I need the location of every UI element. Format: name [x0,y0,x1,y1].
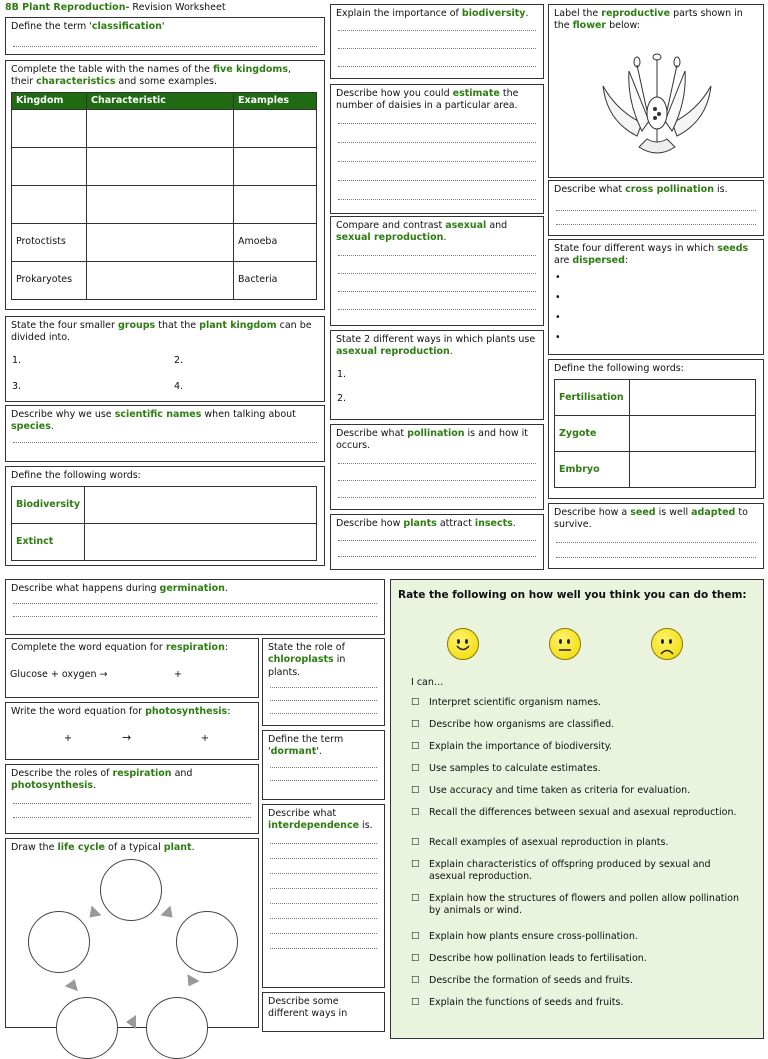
pollination-question: Describe what pollination is and how it occurs. [330,424,544,510]
checkbox-icon[interactable]: ☐ [411,763,420,774]
kingdoms-question: Complete the table with the names of the five kingdoms, their characteristics and some examples. Kingdom Characteristic Examples Protoctists Amoeba Prokaryotes Bacteria [5,60,325,310]
table-header: Characteristic [87,92,234,109]
checkbox-icon[interactable]: ☐ [411,697,420,708]
self-rating-panel [390,579,764,1039]
checkbox-icon[interactable]: ☐ [411,785,420,796]
rating-title: Rate the following on how well you think you can do them: [398,589,747,601]
checkbox-icon[interactable]: ☐ [411,975,420,986]
asexual-compare-question: Compare and contrast asexual and sexual reproduction. [330,216,544,326]
table-row: Extinct [12,524,317,561]
bullet: • [555,332,561,343]
checkbox-icon[interactable]: ☐ [411,893,420,904]
table-row: Biodiversity [12,487,317,524]
bullet: • [555,292,561,303]
scientific-names-question: Describe why we use scientific names when talking about species. [5,405,325,462]
cycle-arrow-icon [85,906,102,923]
cycle-circle[interactable] [100,859,162,921]
neutral-face-icon[interactable] [549,628,581,660]
checkbox-icon[interactable]: ☐ [411,719,420,730]
respiration-equation-question: Complete the word equation for respiration: Glucose + oxygen → + [5,638,259,698]
cycle-circle[interactable] [56,997,118,1059]
definitions-table [554,379,756,488]
answer-number: 2. [337,393,347,404]
cycle-arrow-icon [182,974,199,990]
can-do-text: Describe how organisms are classified. [429,719,615,730]
checkbox-icon[interactable]: ☐ [411,997,420,1008]
can-do-text: Explain the functions of seeds and fruits. [429,997,624,1008]
define-words-question-2: Define the following words: Fertilisation Zygote Embryo [548,359,764,499]
photosynthesis-equation-question: Write the word equation for photosynthesis: + → + [5,702,259,760]
can-do-text: Use accuracy and time taken as criteria for evaluation. [429,785,691,796]
definitions-table [11,486,317,561]
answer-number: 1. [337,369,347,380]
cycle-circle[interactable] [28,911,90,973]
ways-question: Describe some different ways in [262,992,385,1032]
estimate-question: Describe how you could estimate the number of daisies in a particular area. [330,84,544,214]
cycle-circle[interactable] [146,997,208,1059]
plant-groups-question: State the four smaller groups that the plant kingdom can be divided into. 1. 2. 3. 4. [5,316,325,402]
can-do-text: Interpret scientific organism names. [429,697,602,708]
can-do-text: Explain the importance of biodiversity. [429,741,613,752]
interdependence-question: Describe what interdependence is. [262,804,385,988]
define-words-question: Define the following words: Biodiversity Extinct [5,466,325,566]
life-cycle-question: Draw the life cycle of a typical plant. [5,838,259,1028]
can-do-text: Explain how the structures of flowers and pollen allow pollination by animals or wind. [429,893,739,917]
can-do-text: Recall the differences between sexual and asexual reproduction. [429,807,737,818]
table-row: Embryo [555,452,756,488]
checkbox-icon[interactable]: ☐ [411,741,420,752]
can-do-text: Explain characteristics of offspring produced by sexual and asexual reproduction. [429,859,711,883]
answer-number: 2. [174,355,184,366]
table-header: Examples [234,92,317,109]
table-row [12,110,317,148]
cycle-arrow-icon [126,1015,136,1029]
attract-insects-question: Describe how plants attract insects. [330,514,544,570]
answer-number: 1. [12,355,22,366]
chloroplasts-question: State the role of chloroplasts in plants. [262,638,385,726]
i-can-label: I can… [411,677,444,688]
can-do-text: Describe the formation of seeds and fruits. [429,975,633,986]
happy-face-icon[interactable] [447,628,479,660]
checkbox-icon[interactable]: ☐ [411,953,420,964]
worksheet-title: 8B Plant Reproduction- Revision Worksheet [5,2,226,13]
table-row: Zygote [555,416,756,452]
table-row [12,186,317,224]
bullet: • [555,272,561,283]
sad-face-icon[interactable] [651,628,683,660]
answer-number: 4. [174,381,184,392]
biodiversity-question: Explain the importance of biodiversity. [330,4,544,79]
table-row: Fertilisation [555,380,756,416]
can-do-text: Recall examples of asexual reproduction in plants. [429,837,669,848]
answer-number: 3. [12,381,22,392]
classification-question: Define the term 'classification' [5,17,325,55]
can-do-text: Use samples to calculate estimates. [429,763,601,774]
cycle-circle[interactable] [176,911,238,973]
roles-question: Describe the roles of respiration and photosynthesis. [5,764,259,834]
table-header: Kingdom [12,92,87,109]
dormant-question: Define the term 'dormant'. [262,730,385,800]
asexual-ways-question: State 2 different ways in which plants use asexual reproduction. 1. 2. [330,330,544,420]
seed-dispersal-question: State four different ways in which seeds are dispersed: • • • • [548,239,764,355]
cycle-arrow-icon [161,906,178,923]
checkbox-icon[interactable]: ☐ [411,931,420,942]
bullet: • [555,312,561,323]
table-row: Prokaryotes Bacteria [12,262,317,300]
seed-adapted-question: Describe how a seed is well adapted to survive. [548,503,764,569]
cross-pollination-question: Describe what cross pollination is. [548,180,764,236]
can-do-text: Explain how plants ensure cross-pollination. [429,931,638,942]
checkbox-icon[interactable]: ☐ [411,837,420,848]
checkbox-icon[interactable]: ☐ [411,859,420,870]
can-do-text: Describe how pollination leads to fertilisation. [429,953,647,964]
checkbox-icon[interactable]: ☐ [411,807,420,818]
cycle-arrow-icon [65,977,82,991]
flower-diagram [597,51,717,161]
flower-label-question: Label the reproductive parts shown in the flower below: [548,4,764,178]
table-row: Protoctists Amoeba [12,224,317,262]
kingdoms-table [11,92,317,300]
germination-question: Describe what happens during germination. [5,579,385,635]
table-row [12,148,317,186]
